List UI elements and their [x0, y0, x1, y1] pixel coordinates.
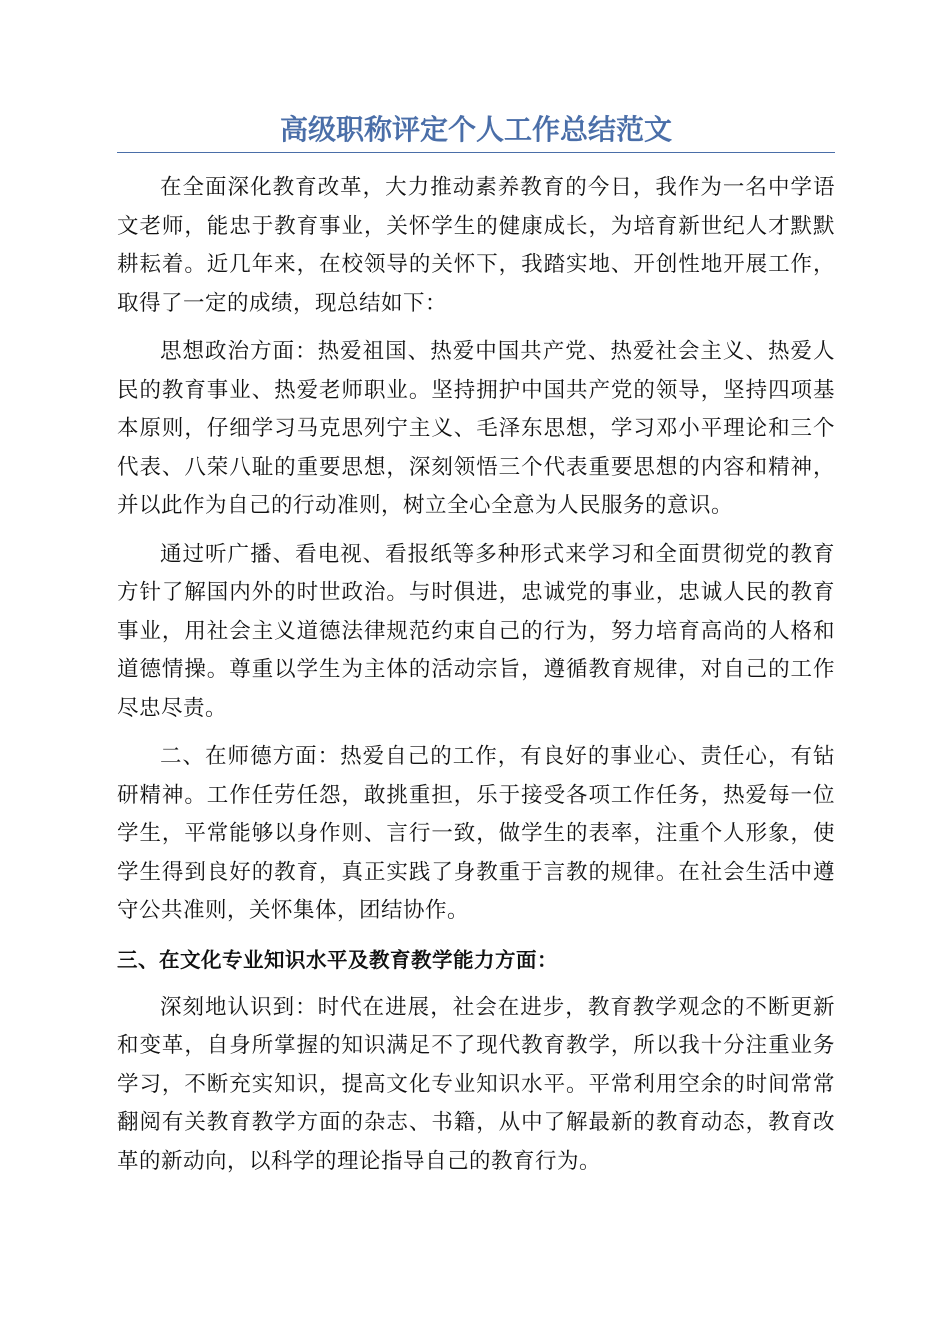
- knowledge-paragraph: 深刻地认识到：时代在进展，社会在进步，教育教学观念的不断更新和变革，自身所掌握的知识满足不了现代教育教学，所以我十分注重业务学习，不断充实知识，提高文化专业知识水平。平常利用空余的时间常常翻阅有关教育教学方面的杂志、书籍，从中了解最新的教育动态，教育改革的新动向，以科学的理论指导自己的教育行为。: [117, 994, 835, 1174]
- ethics-paragraph: 二、在师德方面：热爱自己的工作，有良好的事业心、责任心，有钻研精神。工作任劳任怨，敢挑重担，乐于接受各项工作任务，热爱每一位学生，平常能够以身作则、言行一致，做学生的表率，注重个人形象，使学生得到良好的教育，真正实践了身教重于言教的规律。在社会生活中遵守公共准则，关怀集体，团结协作。: [117, 744, 835, 923]
- political-paragraph: 思想政治方面：热爱祖国、热爱中国共产党、热爱社会主义、热爱人民的教育事业、热爱老师职业。坚持拥护中国共产党的领导，坚持四项基本原则，仔细学习马克思列宁主义、毛泽东思想，学习邓小平理论和三个代表、八荣八耻的重要思想，深刻领悟三个代表重要思想的内容和精神，并以此作为自己的行动准则，树立全心全意为人民服务的意识。: [117, 339, 835, 518]
- study-paragraph: 通过听广播、看电视、看报纸等多种形式来学习和全面贯彻党的教育方针了解国内外的时世政治。与时俱进，忠诚党的事业，忠诚人民的教育事业，用社会主义道德法律规范约束自己的行为，努力培育高尚的人格和道德情操。尊重以学生为主体的活动宗旨，遵循教育规律，对自己的工作尽忠尽责。: [117, 541, 835, 721]
- document-page: [117, 110, 835, 1191]
- intro-paragraph: 在全面深化教育改革，大力推动素养教育的今日，我作为一名中学语文老师，能忠于教育事业，关怀学生的健康成长，为培育新世纪人才默默耕耘着。近几年来，在校领导的关怀下，我踏实地、开创性地开展工作，取得了一定的成绩，现总结如下：: [117, 175, 835, 316]
- title-underline: [117, 152, 835, 153]
- section-heading-three: 三、在文化专业知识水平及教育教学能力方面：: [117, 947, 558, 972]
- document-title: 高级职称评定个人工作总结范文: [279, 113, 672, 146]
